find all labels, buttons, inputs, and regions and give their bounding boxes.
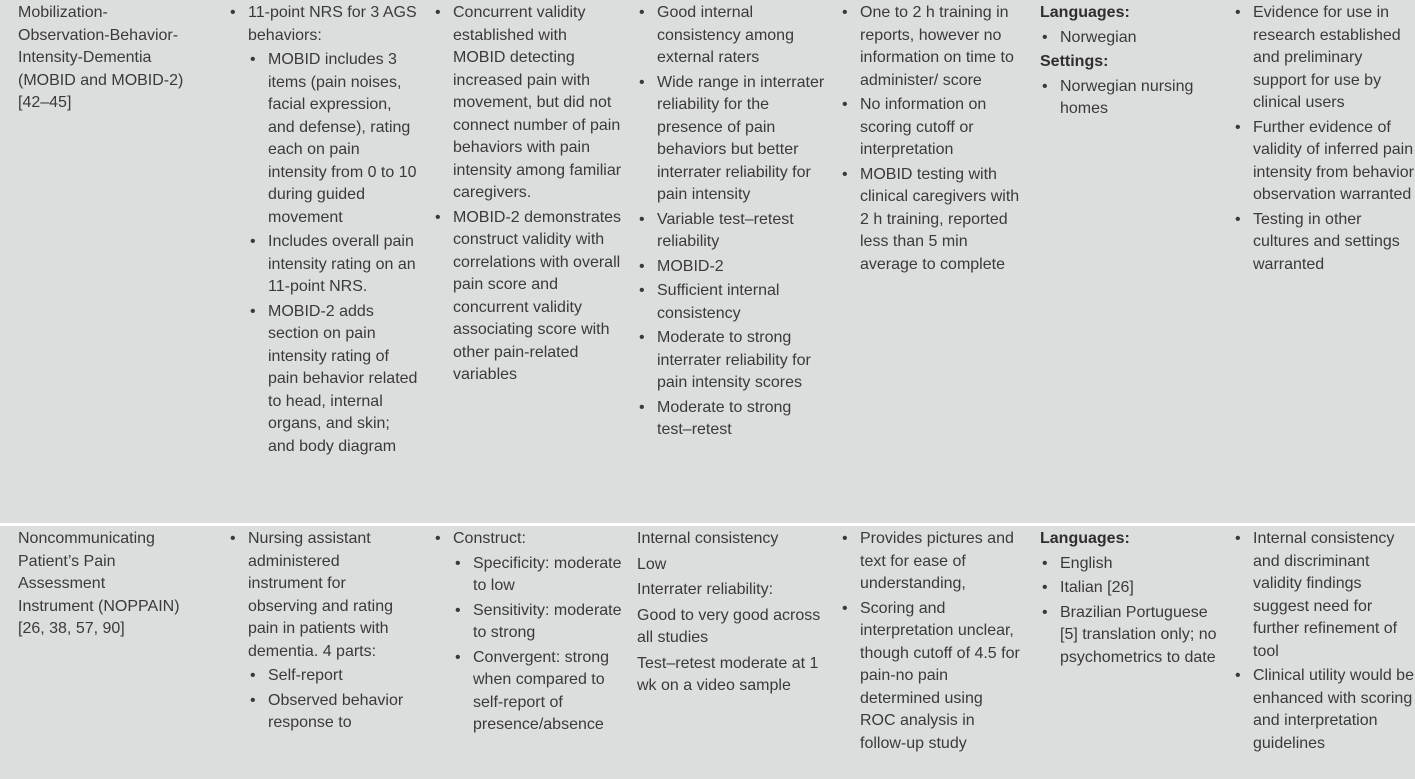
list-item: • Further evidence of validity of inferred pain intensity from behavior observation warranted: [1233, 117, 1415, 207]
utility-cell: [840, 2, 1020, 276]
comments-cell: [1233, 528, 1415, 755]
instrument-line: Assessment: [18, 575, 106, 592]
list-item: • Wide range in interrater reliability for the presence of pain behaviors but better interrater reliability for pain intensity: [637, 72, 827, 207]
list-item: • Italian [26]: [1040, 577, 1225, 600]
list-item: • Brazilian Portuguese [5] translation only; no psychometrics to date: [1040, 602, 1225, 670]
instrument-line: Observation-Behavior-: [18, 26, 179, 44]
list-item: • 11-point NRS for 3 AGS behaviors: • MOBID includes 3 items (pain noises, facial expression, and defense), rating each on pain intensity from 0 to 10 during guided movement • Includes overall pain intensity rating on an 11-point NRS. • MOBID-2 adds section on pain intensity rating of pain behavior related to head, internal organs, and skin; and body diagram: [228, 2, 418, 458]
list-item: • Moderate to strong test–retest: [637, 397, 827, 442]
instrument-line: Mobilization-: [18, 4, 108, 21]
list-item: • MOBID includes 3 items (pain noises, facial expression, and defense), rating each on pain intensity from 0 to 10 during guided movement: [248, 49, 418, 229]
reliability-line: Low: [637, 555, 667, 573]
list-item: • One to 2 h training in reports, however no information on time to administer/ score: [840, 2, 1020, 92]
table-row-noppain: [0, 526, 1415, 779]
list-item: • No information on scoring cutoff or interpretation: [840, 94, 1020, 162]
description-cell: [228, 528, 418, 735]
list-item: • Concurrent validity established with MOBID detecting increased pain with movement, but did not connect number of pain behaviors with pain intensity among familiar caregivers.: [433, 2, 623, 205]
settings-heading: Settings:: [1040, 53, 1109, 70]
instrument-line: [42–45]: [18, 94, 72, 111]
languages-heading: Languages:: [1040, 530, 1130, 547]
list-item: • Convergent: strong when compared to self-report of presence/absence: [453, 647, 623, 737]
reliability-cell: [637, 528, 827, 698]
list-item: • English: [1040, 553, 1225, 576]
comments-cell: [1233, 2, 1415, 276]
list-item: • Self-report: [248, 665, 418, 688]
list-item: • Nursing assistant administered instrument for observing and rating pain in patients with dementia. 4 parts: • Self-report • Observed behavior response to: [228, 528, 418, 735]
list-item: • Specificity: moderate to low: [453, 553, 623, 598]
list-item: • Provides pictures and text for ease of understanding,: [840, 528, 1020, 596]
reliability-cell: [637, 2, 827, 442]
list-item: • Observed behavior response to: [248, 690, 418, 735]
instrument-line: Noncommunicating: [18, 530, 155, 547]
instrument-line: (MOBID and MOBID-2): [18, 71, 184, 89]
list-item: • MOBID testing with clinical caregivers with 2 h training, reported less than 5 min average to complete: [840, 164, 1020, 277]
description-cell: [228, 2, 418, 458]
list-item: • Internal consistency and discriminant validity findings suggest need for further refinement of tool: [1233, 528, 1415, 663]
list-item: • Clinical utility would be enhanced with scoring and interpretation guidelines: [1233, 665, 1415, 755]
reliability-line: Interrater reliability:: [637, 581, 774, 598]
reliability-line: Good to very good across all studies: [637, 606, 821, 646]
list-item: • Variable test–retest reliability: [637, 209, 827, 254]
list-item: • Moderate to strong interrater reliability for pain intensity scores: [637, 327, 827, 395]
instrument-line: [26, 38, 57, 90]: [18, 620, 125, 637]
list-item: • Sufficient internal consistency: [637, 280, 827, 325]
list-item: • Testing in other cultures and settings warranted: [1233, 209, 1415, 277]
instrument-cell: [18, 528, 198, 641]
languages-cell: [1040, 528, 1225, 669]
utility-cell: [840, 528, 1020, 755]
list-item: • Norwegian: [1040, 27, 1225, 50]
sub-list: [453, 553, 623, 737]
instrument-line: Instrument (NOPPAIN): [18, 597, 180, 615]
reliability-line: Test–retest moderate at 1 wk on a video sample: [637, 654, 819, 694]
reliability-line: Internal consistency: [637, 530, 779, 547]
instrument-cell: [18, 2, 198, 115]
list-item: • Includes overall pain intensity rating on an 11-point NRS.: [248, 231, 418, 299]
list-item: • MOBID-2 adds section on pain intensity rating of pain behavior related to head, internal organs, and skin; and body diagram: [248, 301, 418, 459]
sub-list: [248, 49, 418, 458]
instrument-line: Intensity-Dementia: [18, 49, 152, 66]
list-item: • Good internal consistency among external raters: [637, 2, 827, 70]
list-item: • Sensitivity: moderate to strong: [453, 600, 623, 645]
validity-cell: [433, 528, 623, 737]
list-item: • Construct: • Specificity: moderate to low • Sensitivity: moderate to strong • Convergent: strong when compared to self-report of presence/absence: [433, 528, 623, 737]
list-item: • MOBID-2: [637, 256, 827, 279]
instrument-line: Patient’s Pain: [18, 552, 116, 570]
languages-cell: [1040, 2, 1225, 121]
list-item: • Scoring and interpretation unclear, though cutoff of 4.5 for pain-no pain determined using ROC analysis in follow-up study: [840, 598, 1020, 756]
list-item: • Norwegian nursing homes: [1040, 76, 1225, 121]
validity-cell: [433, 2, 623, 387]
languages-heading: Languages:: [1040, 4, 1130, 21]
list-item: • MOBID-2 demonstrates construct validity with correlations with overall pain score and concurrent validity associating score with other pain-related variables: [433, 207, 623, 387]
sub-list: [248, 665, 418, 735]
list-item: • Evidence for use in research established and preliminary support for use by clinical users: [1233, 2, 1415, 115]
